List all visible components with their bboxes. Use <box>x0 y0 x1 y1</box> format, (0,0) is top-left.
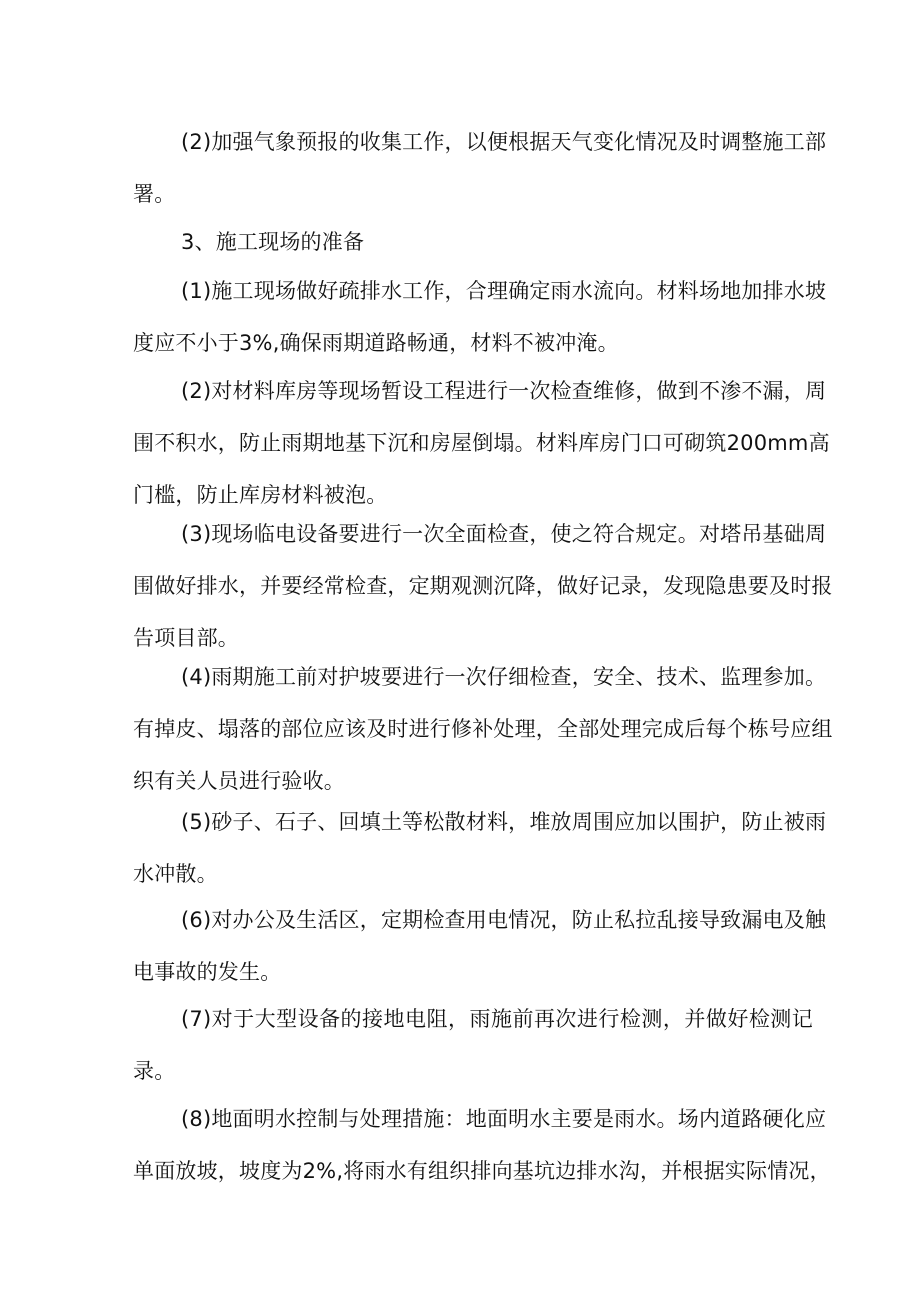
text-line: (7)对于大型设备的接地电阻，雨施前再次进行检测，并做好检测记 <box>181 1007 813 1031</box>
paragraph-office-electricity <box>133 894 827 998</box>
text-line: 围做好排水，并要经常检查，定期观测沉降，做好记录，发现隐患要及时报 <box>133 574 833 598</box>
section-heading-site-preparation <box>133 216 813 268</box>
text-line: 度应不小于3%,确保雨期道路畅通，材料不被冲淹。 <box>133 331 619 355</box>
paragraph-temporary-electricity <box>133 508 833 664</box>
text-line: 告项目部。 <box>133 626 239 650</box>
text-line: 织有关人员进行验收。 <box>133 769 345 793</box>
text-line: (6)对办公及生活区，定期检查用电情况，防止私拉乱接导致漏电及触 <box>181 908 827 932</box>
paragraph-loose-materials <box>133 796 827 900</box>
text-line: 署。 <box>133 182 176 206</box>
text-line: (3)现场临电设备要进行一次全面检查，使之符合规定。对塔吊基础周 <box>181 522 827 546</box>
text-line: (2)对材料库房等现场暂设工程进行一次检查维修，做到不渗不漏，周 <box>181 379 827 403</box>
paragraph-weather-forecast <box>133 116 827 220</box>
text-line: (5)砂子、石子、回填土等松散材料，堆放周围应加以围护，防止被雨 <box>181 810 827 834</box>
section-heading: 3、施工现场的准备 <box>181 230 365 254</box>
text-line: (2)加强气象预报的收集工作，以便根据天气变化情况及时调整施工部 <box>181 130 827 154</box>
paragraph-warehouse-inspection <box>133 365 830 521</box>
text-line: 围不积水，防止雨期地基下沉和房屋倒塌。材料库房门口可砌筑200mm高 <box>133 431 830 455</box>
text-line: 单面放坡，坡度为2%,将雨水有组织排向基坑边排水沟，并根据实际情况， <box>133 1159 831 1183</box>
text-line: 电事故的发生。 <box>133 960 282 984</box>
paragraph-surface-water <box>133 1093 831 1197</box>
paragraph-drainage <box>133 265 827 369</box>
text-line: 门槛，防止库房材料被泡。 <box>133 483 388 507</box>
text-line: 水冲散。 <box>133 862 218 886</box>
text-line: 录。 <box>133 1059 176 1083</box>
text-line: 有掉皮、塌落的部位应该及时进行修补处理，全部处理完成后每个栋号应组 <box>133 717 833 741</box>
text-line: (1)施工现场做好疏排水工作，合理确定雨水流向。材料场地加排水坡 <box>181 279 827 303</box>
text-line: (4)雨期施工前对护坡要进行一次仔细检查，安全、技术、监理参加。 <box>181 665 827 689</box>
paragraph-slope-protection <box>133 651 833 807</box>
text-line: (8)地面明水控制与处理措施：地面明水主要是雨水。场内道路硬化应 <box>181 1107 827 1131</box>
paragraph-grounding-resistance <box>133 993 813 1097</box>
